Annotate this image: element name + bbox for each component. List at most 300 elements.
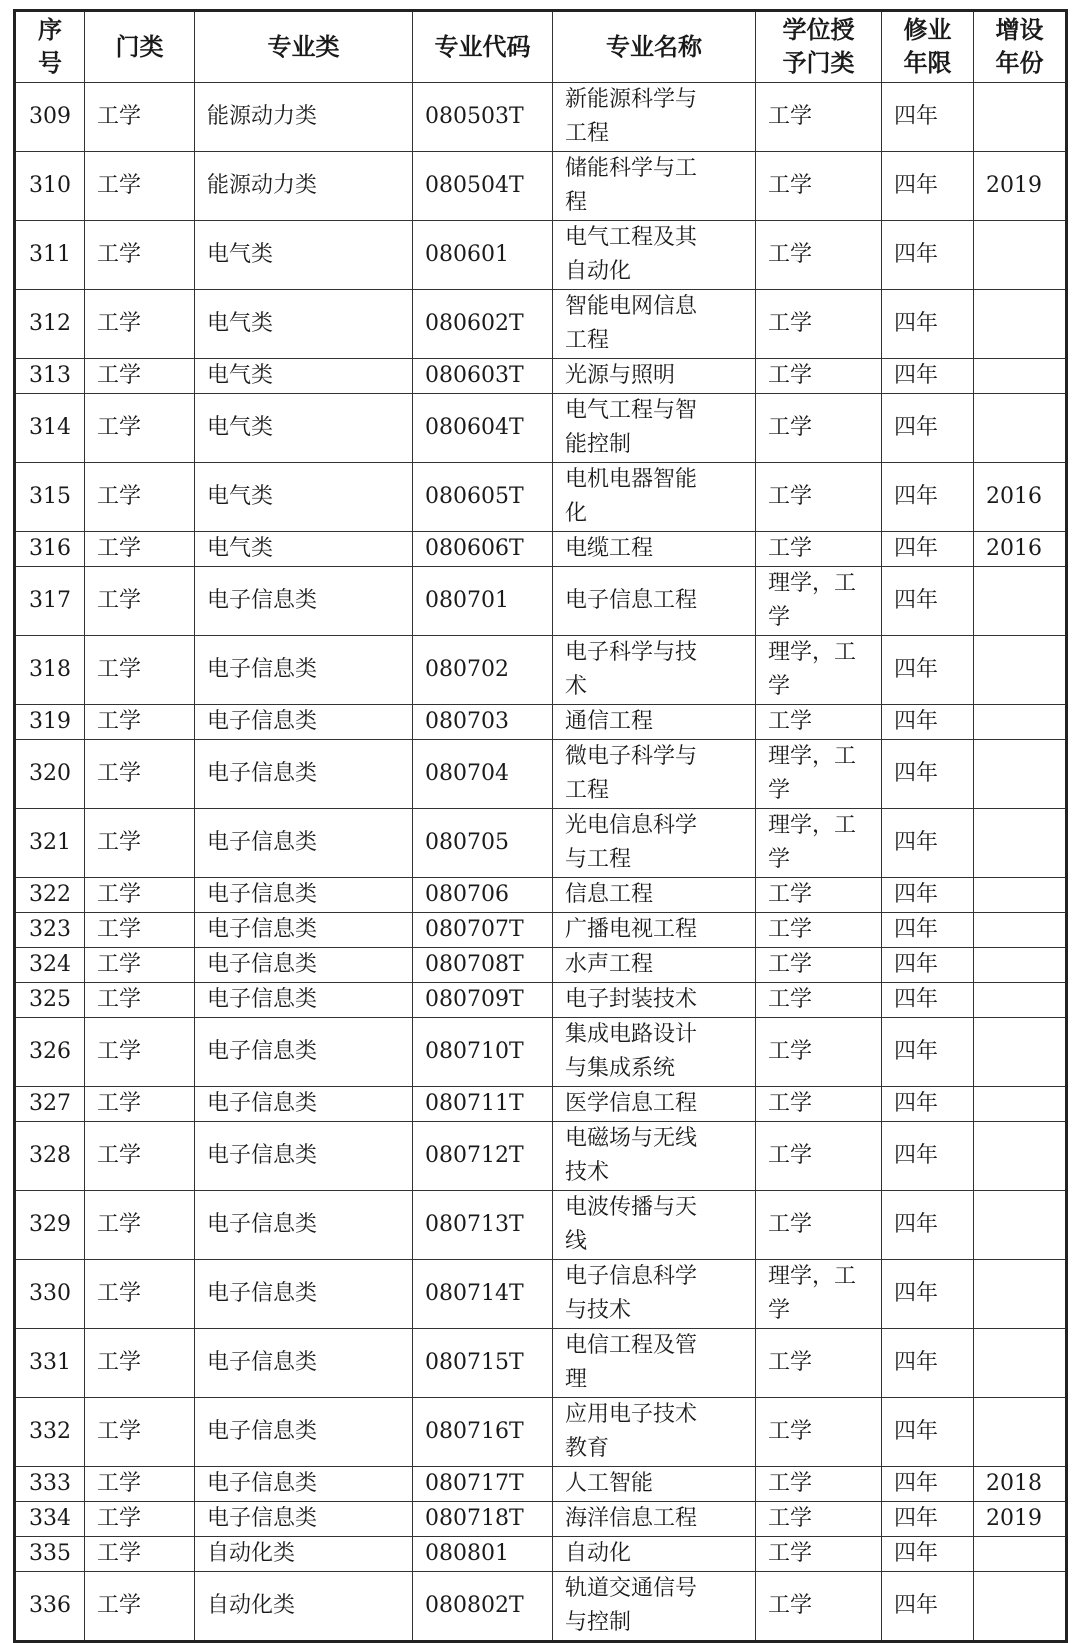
row-number-cell: 332: [15, 1398, 85, 1467]
category-cell: 工学: [85, 740, 195, 809]
subject-class-cell: 电子信息类: [195, 1467, 413, 1502]
major-code-cell: 080711T: [413, 1087, 553, 1122]
major-code-cell: 080705: [413, 809, 553, 878]
year-added-cell: [974, 913, 1067, 948]
year-added-cell: 2016: [974, 532, 1067, 567]
subject-class-cell: 电气类: [195, 221, 413, 290]
row-number-cell: 309: [15, 83, 85, 152]
degree-category-cell: [756, 359, 882, 394]
degree-category-text: 工学: [768, 882, 813, 907]
major-code-cell: 080702: [413, 636, 553, 705]
major-name-text: 电气工程与智能控制: [565, 398, 698, 457]
year-added-cell: 2016: [974, 463, 1067, 532]
major-name-text: 电波传播与天线: [565, 1195, 698, 1254]
major-code-cell: 080703: [413, 705, 553, 740]
major-name-text: 电子信息科学与技术: [565, 1264, 698, 1323]
year-added-cell: [974, 1572, 1067, 1642]
year-added-cell: [974, 359, 1067, 394]
category-cell: 工学: [85, 1537, 195, 1572]
row-number-cell: 317: [15, 567, 85, 636]
table-row: [15, 983, 1067, 1018]
year-added-cell: [974, 948, 1067, 983]
degree-category-cell: [756, 290, 882, 359]
duration-cell: 四年: [882, 152, 974, 221]
major-code-cell: 080715T: [413, 1329, 553, 1398]
category-cell: 工学: [85, 1018, 195, 1087]
year-added-cell: [974, 83, 1067, 152]
category-cell: 工学: [85, 948, 195, 983]
degree-category-cell: [756, 636, 882, 705]
degree-category-cell: [756, 705, 882, 740]
major-code-cell: 080708T: [413, 948, 553, 983]
degree-category-text: 工学: [768, 1212, 813, 1237]
subject-class-cell: 自动化类: [195, 1537, 413, 1572]
major-code-cell: 080604T: [413, 394, 553, 463]
duration-cell: 四年: [882, 567, 974, 636]
degree-category-text: 工学: [768, 363, 813, 388]
major-name-text: 集成电路设计与集成系统: [565, 1022, 698, 1081]
degree-category-text: 理学，工学: [768, 571, 857, 630]
major-code-cell: 080710T: [413, 1018, 553, 1087]
row-number-cell: 323: [15, 913, 85, 948]
degree-category-text: 理学，工学: [768, 744, 857, 803]
row-number-cell: 333: [15, 1467, 85, 1502]
duration-cell: 四年: [882, 221, 974, 290]
degree-category-text: 理学，工学: [768, 1264, 857, 1323]
major-code-cell: 080504T: [413, 152, 553, 221]
degree-category-cell: [756, 83, 882, 152]
subject-class-cell: 电气类: [195, 290, 413, 359]
header-row: [15, 11, 1067, 83]
major-name-cell: [553, 705, 756, 740]
subject-class-cell: 电子信息类: [195, 705, 413, 740]
duration-cell: 四年: [882, 1122, 974, 1191]
subject-class-cell: 电子信息类: [195, 1191, 413, 1260]
degree-category-text: 工学: [768, 484, 813, 509]
degree-category-text: 工学: [768, 1593, 813, 1618]
table-row: [15, 948, 1067, 983]
header-cell: 专业名称: [553, 11, 756, 83]
major-code-cell: 080601: [413, 221, 553, 290]
major-code-cell: 080717T: [413, 1467, 553, 1502]
major-name-cell: [553, 152, 756, 221]
major-code-cell: 080712T: [413, 1122, 553, 1191]
table-row: [15, 1260, 1067, 1329]
table-row: [15, 1122, 1067, 1191]
degree-category-text: 工学: [768, 311, 813, 336]
category-cell: 工学: [85, 532, 195, 567]
degree-category-cell: [756, 1122, 882, 1191]
degree-category-text: 工学: [768, 1350, 813, 1375]
degree-category-text: 理学，工学: [768, 640, 857, 699]
degree-category-text: 工学: [768, 173, 813, 198]
category-cell: 工学: [85, 1502, 195, 1537]
table-row: [15, 1502, 1067, 1537]
major-name-text: 光源与照明: [565, 363, 676, 388]
row-number-cell: 311: [15, 221, 85, 290]
major-name-cell: [553, 1260, 756, 1329]
major-name-cell: [553, 809, 756, 878]
table-row: [15, 1191, 1067, 1260]
header-cell: 增设年份: [974, 11, 1067, 83]
duration-cell: 四年: [882, 636, 974, 705]
subject-class-cell: 自动化类: [195, 1572, 413, 1642]
major-name-text: 电气工程及其自动化: [565, 225, 698, 284]
category-cell: 工学: [85, 290, 195, 359]
degree-category-text: 工学: [768, 1039, 813, 1064]
subject-class-cell: 电子信息类: [195, 1122, 413, 1191]
row-number-cell: 330: [15, 1260, 85, 1329]
subject-class-cell: 电气类: [195, 394, 413, 463]
duration-cell: 四年: [882, 1018, 974, 1087]
row-number-cell: 336: [15, 1572, 85, 1642]
row-number-cell: 328: [15, 1122, 85, 1191]
year-added-cell: 2019: [974, 152, 1067, 221]
year-added-cell: [974, 1398, 1067, 1467]
duration-cell: 四年: [882, 1087, 974, 1122]
table-row: [15, 1572, 1067, 1642]
row-number-cell: 325: [15, 983, 85, 1018]
degree-category-text: 工学: [768, 415, 813, 440]
major-code-cell: 080801: [413, 1537, 553, 1572]
major-code-cell: 080716T: [413, 1398, 553, 1467]
major-name-text: 人工智能: [565, 1471, 654, 1496]
duration-cell: 四年: [882, 809, 974, 878]
duration-cell: 四年: [882, 1329, 974, 1398]
major-name-cell: [553, 221, 756, 290]
major-name-cell: [553, 567, 756, 636]
major-name-cell: [553, 878, 756, 913]
duration-cell: 四年: [882, 740, 974, 809]
degree-category-cell: [756, 878, 882, 913]
major-code-cell: 080701: [413, 567, 553, 636]
category-cell: 工学: [85, 1398, 195, 1467]
row-number-cell: 319: [15, 705, 85, 740]
major-code-cell: 080605T: [413, 463, 553, 532]
subject-class-cell: 电子信息类: [195, 1398, 413, 1467]
duration-cell: 四年: [882, 359, 974, 394]
duration-cell: 四年: [882, 394, 974, 463]
degree-category-cell: [756, 1467, 882, 1502]
degree-category-cell: [756, 1018, 882, 1087]
major-code-cell: 080713T: [413, 1191, 553, 1260]
subject-class-cell: 电子信息类: [195, 1329, 413, 1398]
major-name-text: 水声工程: [565, 952, 654, 977]
major-name-cell: [553, 1329, 756, 1398]
table-row: [15, 290, 1067, 359]
major-code-cell: 080709T: [413, 983, 553, 1018]
subject-class-cell: 电气类: [195, 532, 413, 567]
category-cell: 工学: [85, 83, 195, 152]
row-number-cell: 331: [15, 1329, 85, 1398]
major-name-text: 光电信息科学与工程: [565, 813, 698, 872]
degree-category-cell: [756, 913, 882, 948]
table-row: [15, 463, 1067, 532]
duration-cell: 四年: [882, 290, 974, 359]
major-code-cell: 080704: [413, 740, 553, 809]
major-name-cell: [553, 740, 756, 809]
category-cell: 工学: [85, 221, 195, 290]
major-name-text: 智能电网信息工程: [565, 294, 698, 353]
subject-class-cell: 电子信息类: [195, 983, 413, 1018]
subject-class-cell: 电子信息类: [195, 948, 413, 983]
degree-category-text: 工学: [768, 1143, 813, 1168]
duration-cell: 四年: [882, 1467, 974, 1502]
major-name-cell: [553, 1502, 756, 1537]
major-name-cell: [553, 1467, 756, 1502]
year-added-cell: [974, 1260, 1067, 1329]
subject-class-cell: 电子信息类: [195, 1502, 413, 1537]
category-cell: 工学: [85, 359, 195, 394]
major-name-cell: [553, 948, 756, 983]
category-cell: 工学: [85, 705, 195, 740]
duration-cell: 四年: [882, 1398, 974, 1467]
major-name-text: 微电子科学与工程: [565, 744, 698, 803]
table-row: [15, 394, 1067, 463]
row-number-cell: 315: [15, 463, 85, 532]
major-name-cell: [553, 1087, 756, 1122]
subject-class-cell: 电子信息类: [195, 809, 413, 878]
category-cell: 工学: [85, 463, 195, 532]
duration-cell: 四年: [882, 83, 974, 152]
major-code-cell: 080603T: [413, 359, 553, 394]
category-cell: 工学: [85, 1467, 195, 1502]
row-number-cell: 329: [15, 1191, 85, 1260]
category-cell: 工学: [85, 878, 195, 913]
major-name-cell: [553, 636, 756, 705]
duration-cell: 四年: [882, 1537, 974, 1572]
row-number-cell: 326: [15, 1018, 85, 1087]
major-name-cell: [553, 394, 756, 463]
degree-category-text: 工学: [768, 987, 813, 1012]
table-row: [15, 878, 1067, 913]
year-added-cell: [974, 740, 1067, 809]
table-row: [15, 83, 1067, 152]
row-number-cell: 321: [15, 809, 85, 878]
degree-category-text: 工学: [768, 917, 813, 942]
year-added-cell: [974, 1087, 1067, 1122]
degree-category-text: 理学，工学: [768, 813, 857, 872]
major-name-cell: [553, 1398, 756, 1467]
major-code-cell: 080707T: [413, 913, 553, 948]
year-added-cell: [974, 1191, 1067, 1260]
category-cell: 工学: [85, 636, 195, 705]
major-name-text: 电子封装技术: [565, 987, 698, 1012]
degree-category-cell: [756, 1329, 882, 1398]
subject-class-cell: 能源动力类: [195, 83, 413, 152]
subject-class-cell: 电子信息类: [195, 636, 413, 705]
degree-category-cell: [756, 1191, 882, 1260]
major-name-cell: [553, 1018, 756, 1087]
major-name-cell: [553, 1122, 756, 1191]
header-cell: 门类: [85, 11, 195, 83]
degree-category-cell: [756, 394, 882, 463]
degree-category-cell: [756, 1260, 882, 1329]
major-name-text: 电子信息工程: [565, 588, 698, 613]
subject-class-cell: 电子信息类: [195, 878, 413, 913]
year-added-cell: [974, 394, 1067, 463]
year-added-cell: [974, 1329, 1067, 1398]
year-added-cell: [974, 567, 1067, 636]
degree-category-cell: [756, 1398, 882, 1467]
degree-category-cell: [756, 1572, 882, 1642]
degree-category-text: 工学: [768, 952, 813, 977]
major-code-cell: 080714T: [413, 1260, 553, 1329]
degree-category-text: 工学: [768, 1471, 813, 1496]
subject-class-cell: 电子信息类: [195, 913, 413, 948]
duration-cell: 四年: [882, 1572, 974, 1642]
row-number-cell: 310: [15, 152, 85, 221]
degree-category-text: 工学: [768, 1506, 813, 1531]
year-added-cell: [974, 290, 1067, 359]
degree-category-cell: [756, 221, 882, 290]
major-name-text: 应用电子技术教育: [565, 1402, 698, 1461]
major-name-text: 自动化: [565, 1541, 632, 1566]
table-row: [15, 152, 1067, 221]
major-name-cell: [553, 463, 756, 532]
row-number-cell: 320: [15, 740, 85, 809]
degree-category-cell: [756, 152, 882, 221]
table-row: [15, 1329, 1067, 1398]
row-number-cell: 334: [15, 1502, 85, 1537]
major-name-cell: [553, 83, 756, 152]
table-row: [15, 809, 1067, 878]
row-number-cell: 327: [15, 1087, 85, 1122]
major-name-text: 电信工程及管理: [565, 1333, 698, 1392]
category-cell: 工学: [85, 567, 195, 636]
category-cell: 工学: [85, 983, 195, 1018]
degree-category-cell: [756, 1087, 882, 1122]
degree-category-text: 工学: [768, 104, 813, 129]
duration-cell: 四年: [882, 532, 974, 567]
row-number-cell: 324: [15, 948, 85, 983]
major-code-cell: 080718T: [413, 1502, 553, 1537]
year-added-cell: [974, 1122, 1067, 1191]
major-name-text: 储能科学与工程: [565, 156, 698, 215]
subject-class-cell: 电子信息类: [195, 1018, 413, 1087]
row-number-cell: 335: [15, 1537, 85, 1572]
year-added-cell: 2018: [974, 1467, 1067, 1502]
category-cell: 工学: [85, 913, 195, 948]
degree-category-text: 工学: [768, 709, 813, 734]
row-number-cell: 313: [15, 359, 85, 394]
table-row: [15, 567, 1067, 636]
subject-class-cell: 电子信息类: [195, 1087, 413, 1122]
major-code-cell: 080802T: [413, 1572, 553, 1642]
row-number-cell: 322: [15, 878, 85, 913]
table-row: [15, 532, 1067, 567]
degree-category-cell: [756, 809, 882, 878]
year-added-cell: 2019: [974, 1502, 1067, 1537]
year-added-cell: [974, 983, 1067, 1018]
table-row: [15, 1467, 1067, 1502]
year-added-cell: [974, 221, 1067, 290]
table-row: [15, 359, 1067, 394]
major-name-text: 医学信息工程: [565, 1091, 698, 1116]
degree-category-text: 工学: [768, 1419, 813, 1444]
table-row: [15, 1087, 1067, 1122]
duration-cell: 四年: [882, 878, 974, 913]
major-code-cell: 080606T: [413, 532, 553, 567]
major-name-text: 电磁场与无线技术: [565, 1126, 698, 1185]
major-code-cell: 080706: [413, 878, 553, 913]
degree-category-text: 工学: [768, 242, 813, 267]
degree-category-text: 工学: [768, 536, 813, 561]
table-row: [15, 913, 1067, 948]
category-cell: 工学: [85, 152, 195, 221]
subject-class-cell: 电子信息类: [195, 567, 413, 636]
degree-category-cell: [756, 463, 882, 532]
duration-cell: 四年: [882, 913, 974, 948]
subject-class-cell: 电子信息类: [195, 1260, 413, 1329]
degree-category-cell: [756, 948, 882, 983]
major-name-text: 信息工程: [565, 882, 654, 907]
major-name-cell: [553, 290, 756, 359]
subject-class-cell: 电气类: [195, 359, 413, 394]
table-row: [15, 1018, 1067, 1087]
duration-cell: 四年: [882, 948, 974, 983]
major-name-text: 通信工程: [565, 709, 654, 734]
header-cell: 序号: [15, 11, 85, 83]
category-cell: 工学: [85, 1260, 195, 1329]
degree-category-cell: [756, 740, 882, 809]
category-cell: 工学: [85, 394, 195, 463]
subject-class-cell: 电子信息类: [195, 740, 413, 809]
row-number-cell: 314: [15, 394, 85, 463]
table-row: [15, 636, 1067, 705]
major-name-cell: [553, 913, 756, 948]
major-name-text: 电子科学与技术: [565, 640, 698, 699]
year-added-cell: [974, 878, 1067, 913]
degree-category-cell: [756, 532, 882, 567]
year-added-cell: [974, 809, 1067, 878]
duration-cell: 四年: [882, 1502, 974, 1537]
duration-cell: 四年: [882, 983, 974, 1018]
major-name-cell: [553, 1572, 756, 1642]
category-cell: 工学: [85, 1191, 195, 1260]
major-name-cell: [553, 532, 756, 567]
header-cell: 专业类: [195, 11, 413, 83]
major-name-cell: [553, 1191, 756, 1260]
table-row: [15, 705, 1067, 740]
majors-table: [13, 9, 1068, 1643]
major-name-text: 电缆工程: [565, 536, 654, 561]
subject-class-cell: 能源动力类: [195, 152, 413, 221]
category-cell: 工学: [85, 809, 195, 878]
category-cell: 工学: [85, 1087, 195, 1122]
year-added-cell: [974, 1018, 1067, 1087]
row-number-cell: 318: [15, 636, 85, 705]
duration-cell: 四年: [882, 1191, 974, 1260]
table-row: [15, 740, 1067, 809]
major-name-text: 轨道交通信号与控制: [565, 1576, 698, 1635]
major-name-cell: [553, 983, 756, 1018]
table-row: [15, 221, 1067, 290]
duration-cell: 四年: [882, 463, 974, 532]
major-code-cell: 080503T: [413, 83, 553, 152]
row-number-cell: 316: [15, 532, 85, 567]
year-added-cell: [974, 636, 1067, 705]
header-cell: 专业代码: [413, 11, 553, 83]
major-name-cell: [553, 359, 756, 394]
duration-cell: 四年: [882, 705, 974, 740]
major-name-text: 海洋信息工程: [565, 1506, 698, 1531]
duration-cell: 四年: [882, 1260, 974, 1329]
major-code-cell: 080602T: [413, 290, 553, 359]
category-cell: 工学: [85, 1572, 195, 1642]
degree-category-text: 工学: [768, 1541, 813, 1566]
major-name-text: 新能源科学与工程: [565, 87, 698, 146]
